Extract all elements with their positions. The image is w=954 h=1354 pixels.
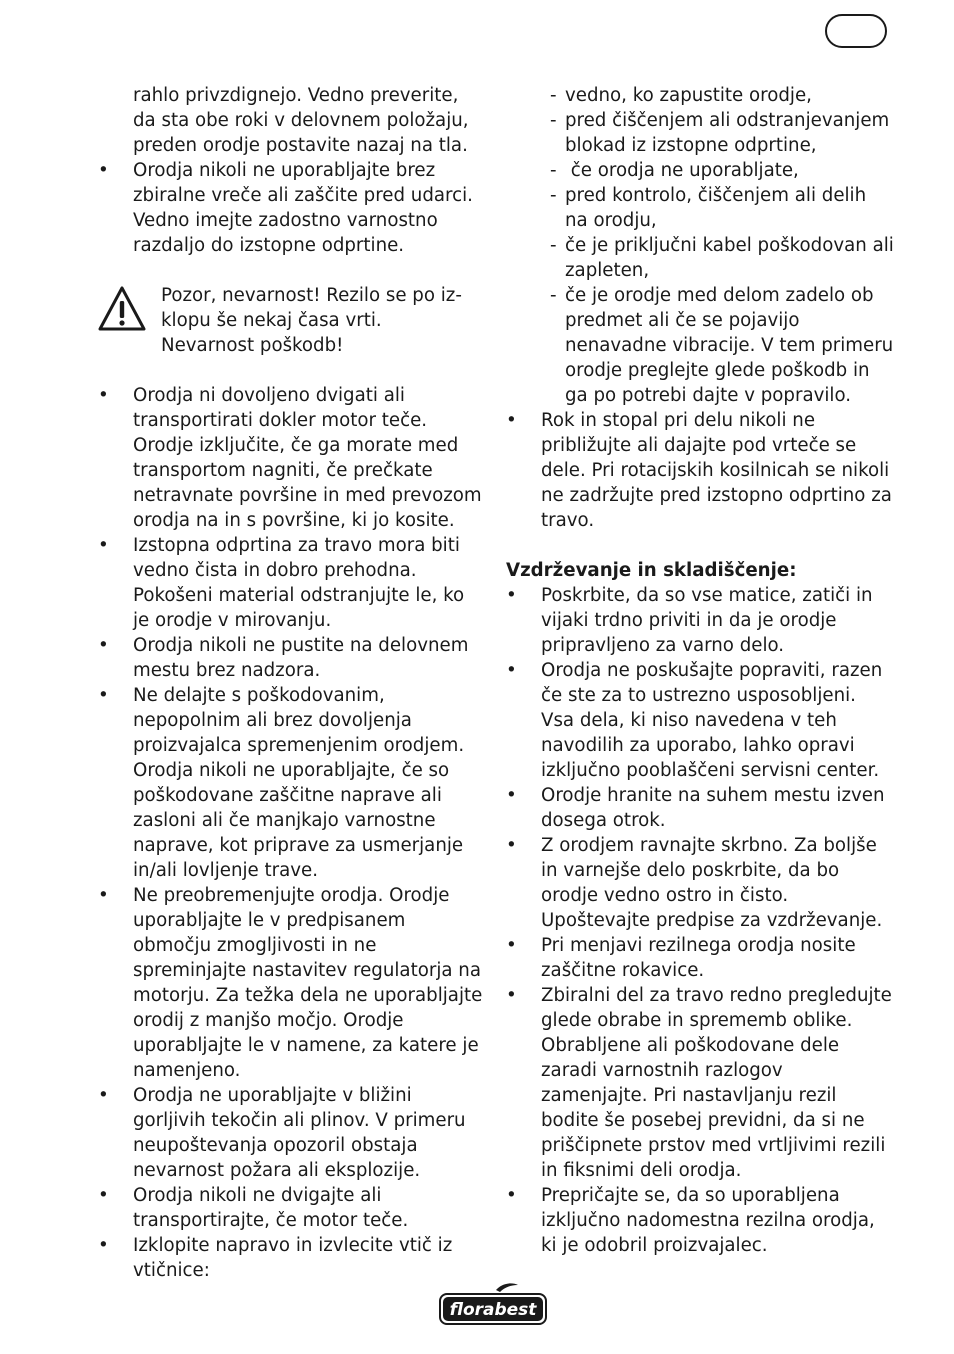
right-column — [506, 83, 894, 1258]
warning-text — [161, 283, 483, 358]
bullet-item: • Ne preobremenjujte orodja. Orodje uporabljajte le v predpisanem območju zmogljivosti in ne spreminjajte nastavitev regulatorja na motorju. Za težka dela ne uporabljajte orodij z manjšo močjo. Orodje uporabljajte le v namene, za katere je namenjeno. — [98, 883, 483, 1083]
logo-text: florabest — [449, 1300, 537, 1320]
bullet-item: • Z orodjem ravnajte skrbno. Za boljše in varnejše delo poskrbite, da bo orodje vedno ostro in čisto. Upoštevajte predpise za vzdrževanje. — [506, 833, 894, 933]
bullet-item: • Ne delajte s poškodovanim, nepopolnim ali brez dovoljenja proizvajalca spremenjenim orodjem. Orodja nikoli ne uporabljajte, če so poškodovane zaščitne naprave ali zasloni ali če manjkajo varnostne naprave, kot priprave za usmerjanje in/ali lovljenje trave. — [98, 683, 483, 883]
bullet-item: • Orodja nikoli ne uporabljajte brez zbiralne vreče ali zaščite pred udarci. Vedno imejte zadostno varnostno razdaljo do izstopne odprtine. — [98, 158, 483, 258]
bullet-item: • Orodja nikoli ne dvigajte ali transportirajte, če motor teče. — [98, 1183, 483, 1233]
warning-line: Nevarnost poškodb! — [161, 335, 344, 356]
dash-item: - če je orodje med delom zadelo ob predmet ali če se pojavijo nenavadne vibracije. V tem primeru orodje preglejte glede poškodb in ga po potrebi dajte v popravilo. — [506, 283, 894, 408]
bullet-item: • Orodja ne poskušajte popraviti, razen če ste za to ustrezno usposobljeni. Vsa dela, ki niso navedena v teh navodilih za uporabo, lahko opravi izključno pooblaščeni servisni center. — [506, 658, 894, 783]
bullet-item: • Zbiralni del za travo redno pregledujte glede obrabe in sprememb oblike. Obrabljene ali poškodovane dele zaradi varnostnih razlogov zamenjajte. Pri nastavljanju rezil bodite še posebej previdni, da si ne priščipnete prstov med vrtljivimi rezili in fiksnimi deli orodja. — [506, 983, 894, 1183]
warning-line: klopu še nekaj časa vrti. — [161, 310, 382, 331]
florabest-logo — [438, 1282, 548, 1328]
dash-item: - če orodja ne uporabljate, — [506, 158, 894, 183]
warning-block — [98, 283, 483, 358]
bullet-item: • Prepričajte se, da so uporabljena izključno nadomestna rezilna orodja, ki je odobril proizvajalec. — [506, 1183, 894, 1258]
dash-item: - pred kontrolo, čiščenjem ali delih na orodju, — [506, 183, 894, 233]
dash-item: - če je priključni kabel poškodovan ali zapleten, — [506, 233, 894, 283]
section-heading: Vzdrževanje in skladiščenje: — [506, 560, 797, 581]
dash-item: - pred čiščenjem ali odstranjevanjem blokad iz izstopne odprtine, — [506, 108, 894, 158]
bullet-item: • Orodje hranite na suhem mestu izven dosega otrok. — [506, 783, 894, 833]
language-badge — [825, 14, 887, 48]
bullet-item: • Poskrbite, da so vse matice, zatiči in vijaki trdno priviti in da je orodje pripravljeno za varno delo. — [506, 583, 894, 658]
continued-paragraph: rahlo privzdignejo. Vedno preverite, da sta obe roki v delovnem položaju, preden orodje postavite nazaj na tla. — [133, 85, 469, 156]
bullet-item: • Rok in stopal pri delu nikoli ne približujte ali dajajte pod vrteče se dele. Pri rotacijskih kosilnicah se nikoli ne zadržujte pred izstopno odprtino za travo. — [506, 408, 894, 533]
warning-line: Pozor, nevarnost! Rezilo se po iz- — [161, 285, 462, 306]
bullet-item: • Izstopna odprtina za travo mora biti vedno čista in dobro prehodna. Pokošeni material odstranjujte le, ko je orodje v mirovanju. — [98, 533, 483, 633]
bullet-item: • Pri menjavi rezilnega orodja nosite zaščitne rokavice. — [506, 933, 894, 983]
bullet-item: • Izklopite napravo in izvlecite vtič iz vtičnice: — [98, 1233, 483, 1283]
bullet-item: • Orodja ni dovoljeno dvigati ali transportirati dokler motor teče. Orodje izključite, če ga morate med transportom nagniti, če prečkate netravnate površine in med prevozom orodja na in s površine, ki jo kosite. — [98, 383, 483, 533]
warning-triangle-icon — [98, 285, 146, 333]
left-column — [98, 83, 483, 1283]
dash-item: - vedno, ko zapustite orodje, — [506, 83, 894, 108]
bullet-item: • Orodja nikoli ne pustite na delovnem mestu brez nadzora. — [98, 633, 483, 683]
bullet-item: • Orodja ne uporabljajte v bližini gorljivih tekočin ali plinov. V primeru neupoštevanja opozoril obstaja nevarnost požara ali eksplozije. — [98, 1083, 483, 1183]
